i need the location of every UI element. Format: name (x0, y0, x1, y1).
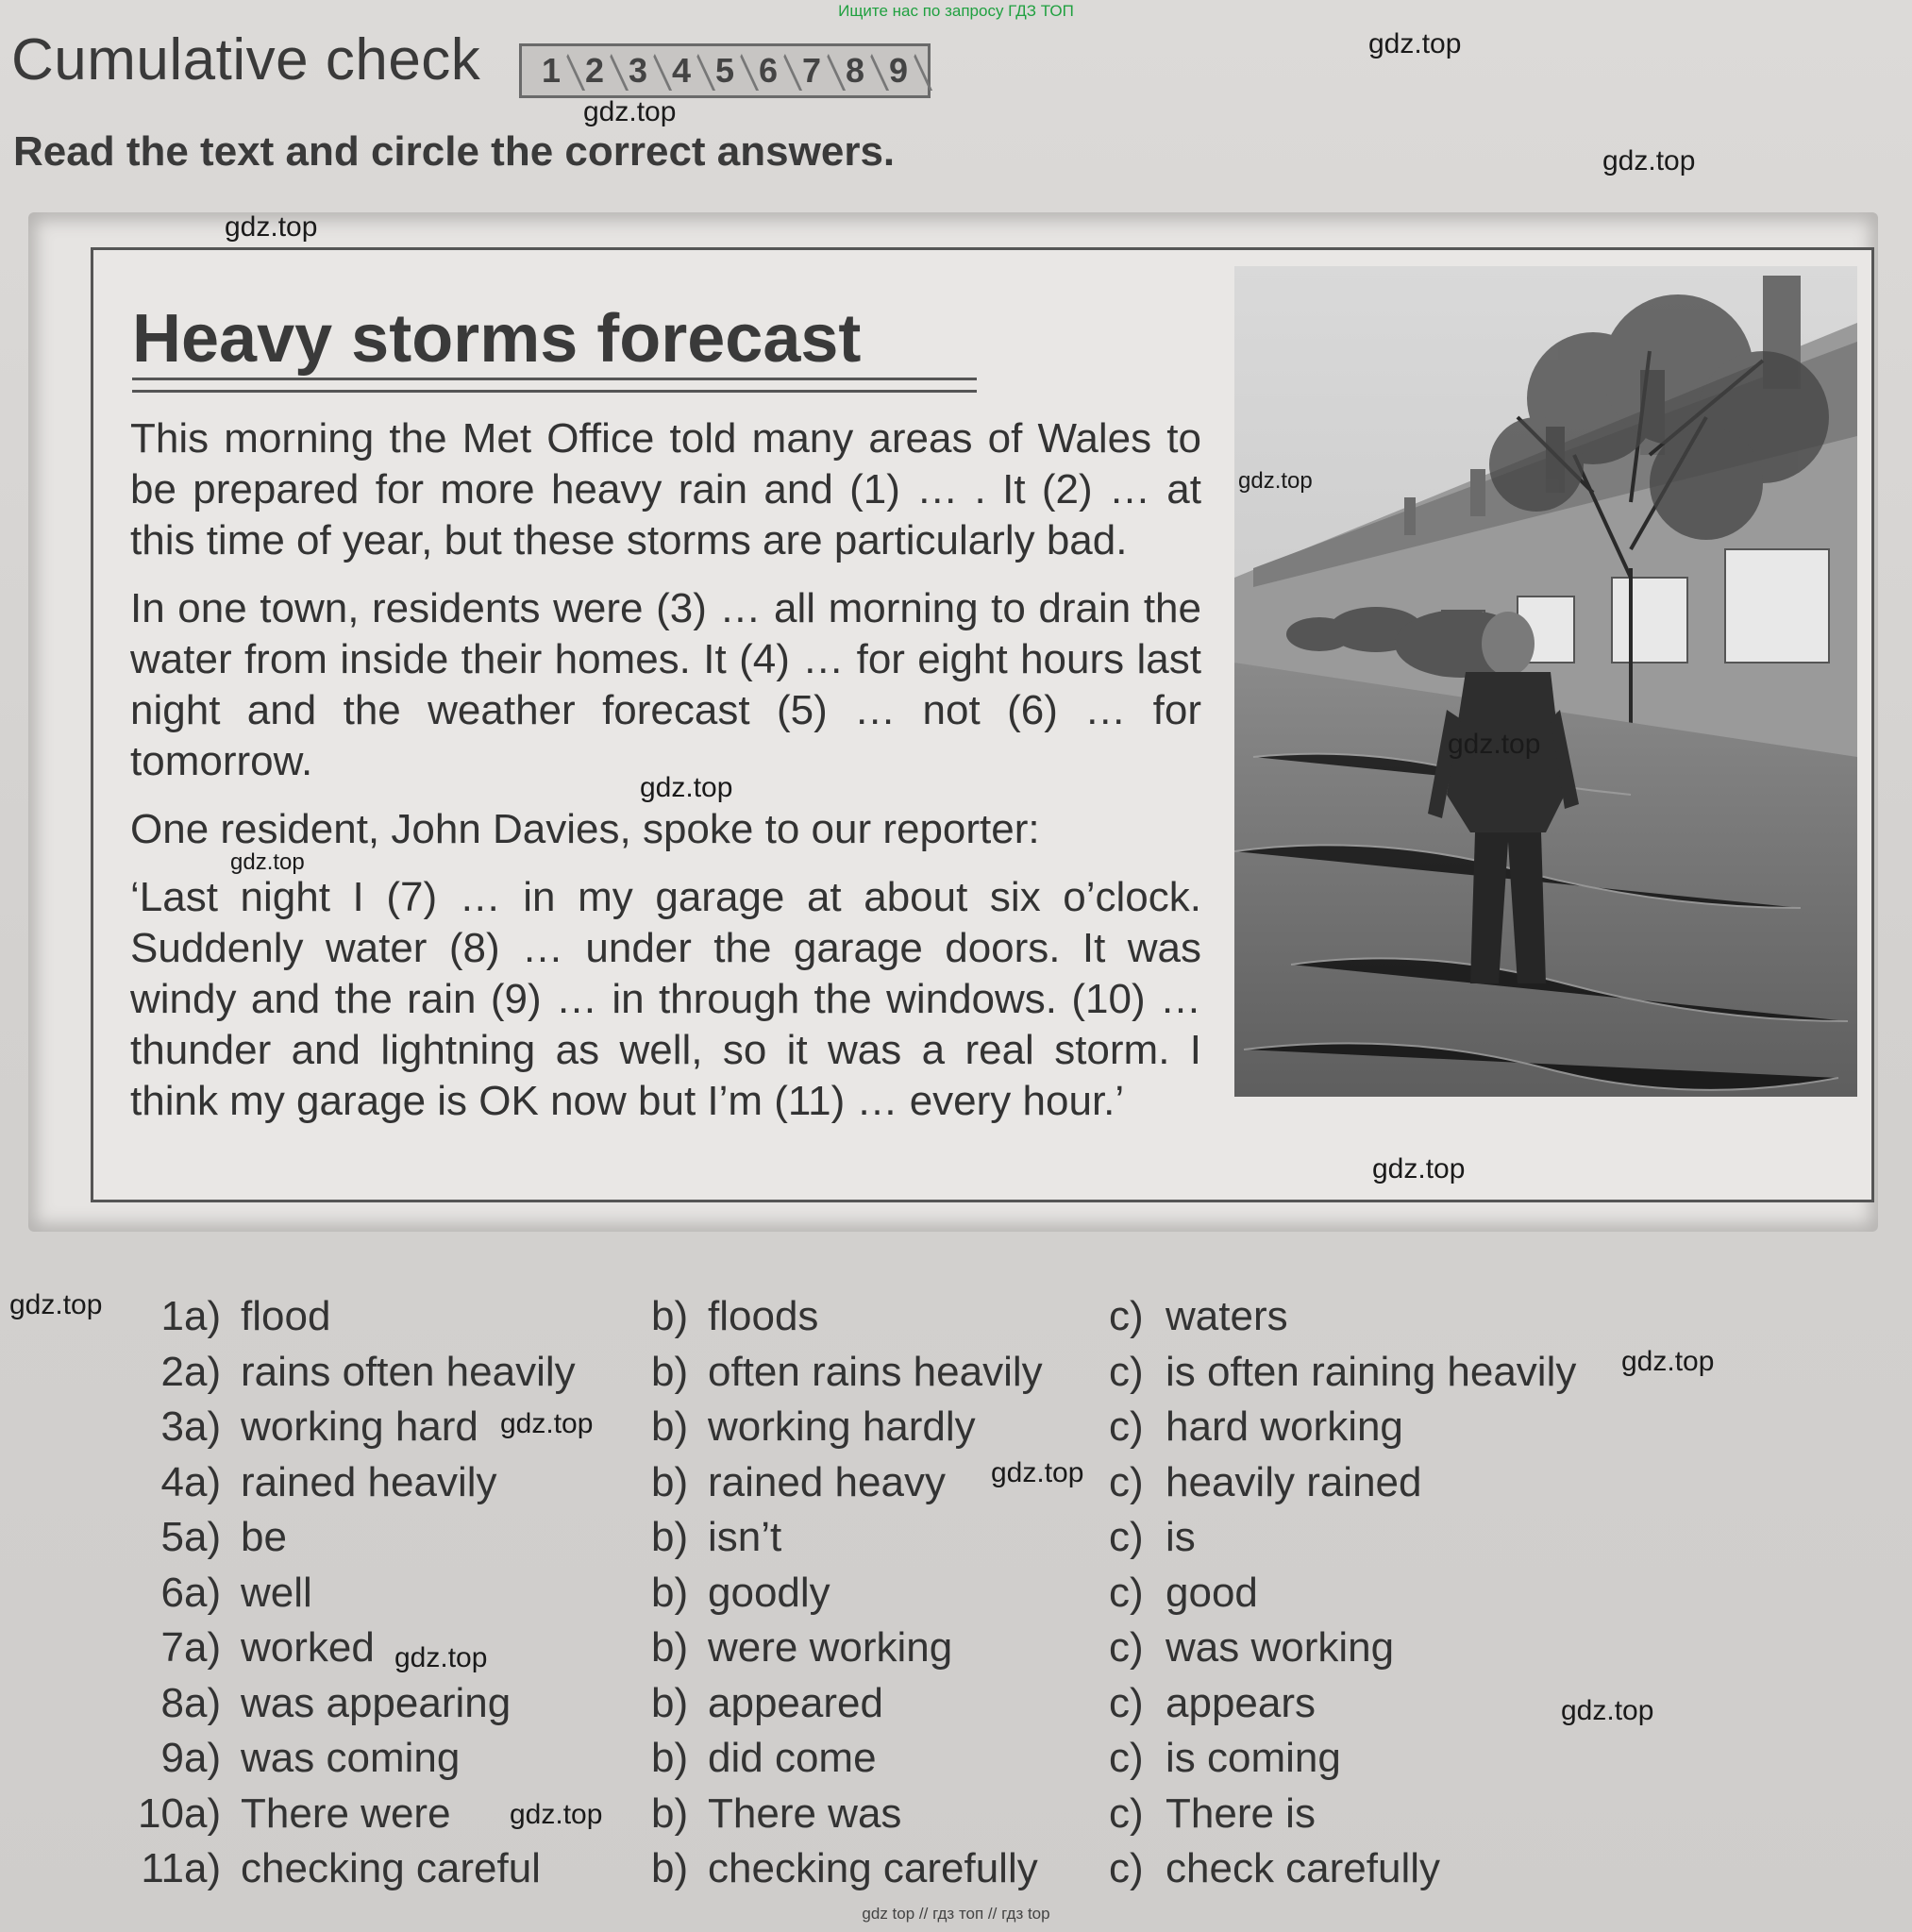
option-label: b) (651, 1679, 689, 1726)
option-text: rained heavily (241, 1458, 497, 1505)
option-a[interactable] (184, 1680, 511, 1727)
watermark: gdz.top (225, 211, 318, 243)
option-b[interactable] (651, 1293, 818, 1340)
option-b[interactable] (651, 1735, 877, 1782)
option-label: b) (651, 1403, 689, 1450)
watermark: gdz.top (991, 1457, 1084, 1488)
unit-5: 5 (703, 48, 746, 93)
option-text: check carefully (1166, 1845, 1441, 1891)
option-label: c) (1109, 1348, 1144, 1395)
option-a[interactable] (184, 1349, 576, 1396)
option-c[interactable] (1109, 1514, 1196, 1561)
question-row (137, 1514, 1892, 1570)
option-text: did come (708, 1735, 877, 1781)
option-text: isn’t (708, 1514, 782, 1560)
option-c[interactable] (1109, 1624, 1394, 1672)
option-text: often rains heavily (708, 1348, 1043, 1395)
option-b[interactable] (651, 1624, 952, 1672)
watermark: gdz.top (583, 96, 677, 127)
option-label: a) (184, 1458, 222, 1505)
watermark: gdz.top (230, 849, 305, 875)
unit-8: 8 (833, 48, 877, 93)
instruction: Read the text and circle the correct answers. (13, 128, 896, 175)
option-label: a) (184, 1348, 222, 1395)
option-b[interactable] (651, 1459, 946, 1506)
option-a[interactable] (184, 1790, 451, 1838)
option-label: b) (651, 1845, 689, 1891)
question-row (137, 1790, 1892, 1846)
watermark: gdz.top (394, 1642, 488, 1673)
option-label: a) (184, 1569, 222, 1616)
option-b[interactable] (651, 1403, 976, 1451)
top-note[interactable]: Ищите нас по запросу ГДЗ ТОП (838, 2, 1074, 20)
watermark: gdz.top (1621, 1346, 1715, 1377)
question-number: 11 (141, 1845, 184, 1891)
option-text: rained heavy (708, 1458, 946, 1505)
question-row (137, 1845, 1892, 1901)
unit-progress (519, 43, 931, 98)
question-row (137, 1403, 1892, 1459)
option-label: b) (651, 1569, 689, 1616)
option-label: b) (651, 1293, 689, 1339)
option-text: rains often heavily (241, 1348, 576, 1395)
option-label: c) (1109, 1514, 1144, 1560)
unit-2: 2 (573, 48, 616, 93)
watermark: gdz.top (510, 1799, 603, 1830)
option-label: c) (1109, 1624, 1144, 1671)
article-paragraph-2: In one town, residents were (3) … all morning to drain the water from inside their homes. It (4) … for eight hours last night and the weather forecast (5) … not (6) … for tomorrow. (130, 585, 1201, 784)
option-a[interactable] (184, 1514, 287, 1561)
option-a[interactable] (184, 1459, 497, 1506)
option-text: flood (241, 1293, 331, 1339)
watermark: gdz.top (1561, 1695, 1654, 1726)
option-b[interactable] (651, 1349, 1043, 1396)
option-label: b) (651, 1624, 689, 1671)
option-text: appeared (708, 1679, 883, 1726)
watermark: gdz.top (1368, 28, 1462, 59)
footer[interactable]: gdz top // гдз топ // гдз top (862, 1905, 1050, 1923)
option-label: c) (1109, 1403, 1144, 1450)
option-b[interactable] (651, 1514, 781, 1561)
option-text: was coming (241, 1735, 461, 1781)
option-text: were working (708, 1624, 953, 1671)
option-text: working hard (241, 1403, 478, 1450)
option-c[interactable] (1109, 1459, 1422, 1506)
question-number: 9 (160, 1735, 184, 1781)
watermark: gdz.top (1448, 729, 1541, 760)
option-c[interactable] (1109, 1570, 1258, 1617)
option-label: b) (651, 1514, 689, 1560)
unit-9: 9 (877, 48, 920, 93)
option-b[interactable] (651, 1790, 901, 1838)
option-label: c) (1109, 1293, 1144, 1339)
option-text: is (1166, 1514, 1196, 1560)
option-label: b) (651, 1458, 689, 1505)
question-number: 4 (160, 1458, 184, 1505)
article-paragraph-3: One resident, John Davies, spoke to our reporter: (130, 806, 1040, 852)
option-text: working hardly (708, 1403, 976, 1450)
unit-6: 6 (746, 48, 790, 93)
watermark: gdz.top (1372, 1153, 1466, 1184)
option-label: c) (1109, 1789, 1144, 1837)
option-b[interactable] (651, 1845, 1038, 1892)
option-text: good (1166, 1569, 1258, 1616)
option-text: floods (708, 1293, 819, 1339)
option-c[interactable] (1109, 1845, 1440, 1892)
unit-3: 3 (616, 48, 660, 93)
option-c[interactable] (1109, 1680, 1316, 1727)
option-label: c) (1109, 1845, 1144, 1891)
watermark: gdz.top (1602, 145, 1696, 176)
option-label: c) (1109, 1569, 1144, 1616)
option-text: is often raining heavily (1166, 1348, 1577, 1395)
option-text: well (241, 1569, 312, 1616)
option-text: appears (1166, 1679, 1317, 1726)
option-text: was working (1166, 1624, 1395, 1671)
question-number: 7 (160, 1624, 184, 1671)
question-number: 8 (160, 1679, 184, 1726)
question-number: 2 (160, 1348, 184, 1395)
option-label: a) (184, 1789, 222, 1837)
option-label: c) (1109, 1735, 1144, 1781)
watermark: gdz.top (1238, 468, 1313, 494)
article-paragraph-4: ‘Last night I (7) … in my garage at about six o’clock. Suddenly water (8) … under the garage doors. It was windy and the rain (9) … in through the windows. (10) … thunder and lightning as well, so it was a real storm. I think my garage is OK now but I’m (11) … every hour.’ (130, 874, 1201, 1124)
option-label: c) (1109, 1679, 1144, 1726)
option-label: a) (184, 1679, 222, 1726)
option-text: checking carefully (708, 1845, 1038, 1891)
watermark: gdz.top (640, 772, 733, 803)
page-title: Cumulative check (11, 27, 481, 92)
option-label: b) (651, 1735, 689, 1781)
option-c[interactable] (1109, 1735, 1341, 1782)
option-label: c) (1109, 1458, 1144, 1505)
option-a[interactable] (184, 1403, 478, 1451)
option-label: a) (184, 1735, 222, 1781)
option-text: goodly (708, 1569, 830, 1616)
unit-1: 1 (529, 48, 573, 93)
option-a[interactable] (184, 1293, 330, 1340)
option-label: b) (651, 1789, 689, 1837)
option-text: There was (708, 1789, 902, 1837)
question-number: 5 (160, 1514, 184, 1560)
unit-7: 7 (790, 48, 833, 93)
watermark: gdz.top (500, 1408, 594, 1439)
flood-photo (1234, 266, 1857, 1097)
option-a[interactable] (184, 1845, 541, 1892)
option-text: waters (1166, 1293, 1288, 1339)
option-label: a) (184, 1403, 222, 1450)
option-text: was appearing (241, 1679, 512, 1726)
option-b[interactable] (651, 1570, 830, 1617)
question-row (137, 1293, 1892, 1349)
option-text: hard working (1166, 1403, 1403, 1450)
option-text: worked (241, 1624, 375, 1671)
option-a[interactable] (184, 1624, 375, 1672)
option-text: There is (1166, 1789, 1316, 1837)
question-list (137, 1293, 1892, 1901)
question-row (137, 1570, 1892, 1625)
option-a[interactable] (184, 1570, 312, 1617)
option-text: checking careful (241, 1845, 541, 1891)
question-number: 3 (160, 1403, 184, 1450)
option-text: heavily rained (1166, 1458, 1422, 1505)
article-paragraph-1: This morning the Met Office told many areas of Wales to be prepared for more heavy rain and (1) … . It (2) … at this time of year, but these storms are particularly bad. (130, 415, 1201, 563)
question-number: 6 (160, 1569, 184, 1616)
question-number: 10 (138, 1789, 184, 1837)
question-number: 1 (160, 1293, 184, 1339)
option-c[interactable] (1109, 1790, 1316, 1838)
headline-rule (132, 378, 977, 393)
question-row (137, 1735, 1892, 1790)
option-a[interactable] (184, 1735, 460, 1782)
option-label: b) (651, 1348, 689, 1395)
option-label: a) (184, 1293, 222, 1339)
option-c[interactable] (1109, 1293, 1288, 1340)
option-c[interactable] (1109, 1349, 1576, 1396)
option-text: is coming (1166, 1735, 1341, 1781)
option-label: a) (184, 1624, 222, 1671)
watermark: gdz.top (9, 1289, 103, 1320)
option-label: a) (184, 1514, 222, 1560)
option-text: There were (241, 1789, 451, 1837)
option-b[interactable] (651, 1680, 883, 1727)
option-c[interactable] (1109, 1403, 1403, 1451)
option-text: be (241, 1514, 287, 1560)
option-label: a) (184, 1845, 222, 1891)
unit-4: 4 (660, 48, 703, 93)
article-headline: Heavy storms forecast (132, 301, 862, 377)
